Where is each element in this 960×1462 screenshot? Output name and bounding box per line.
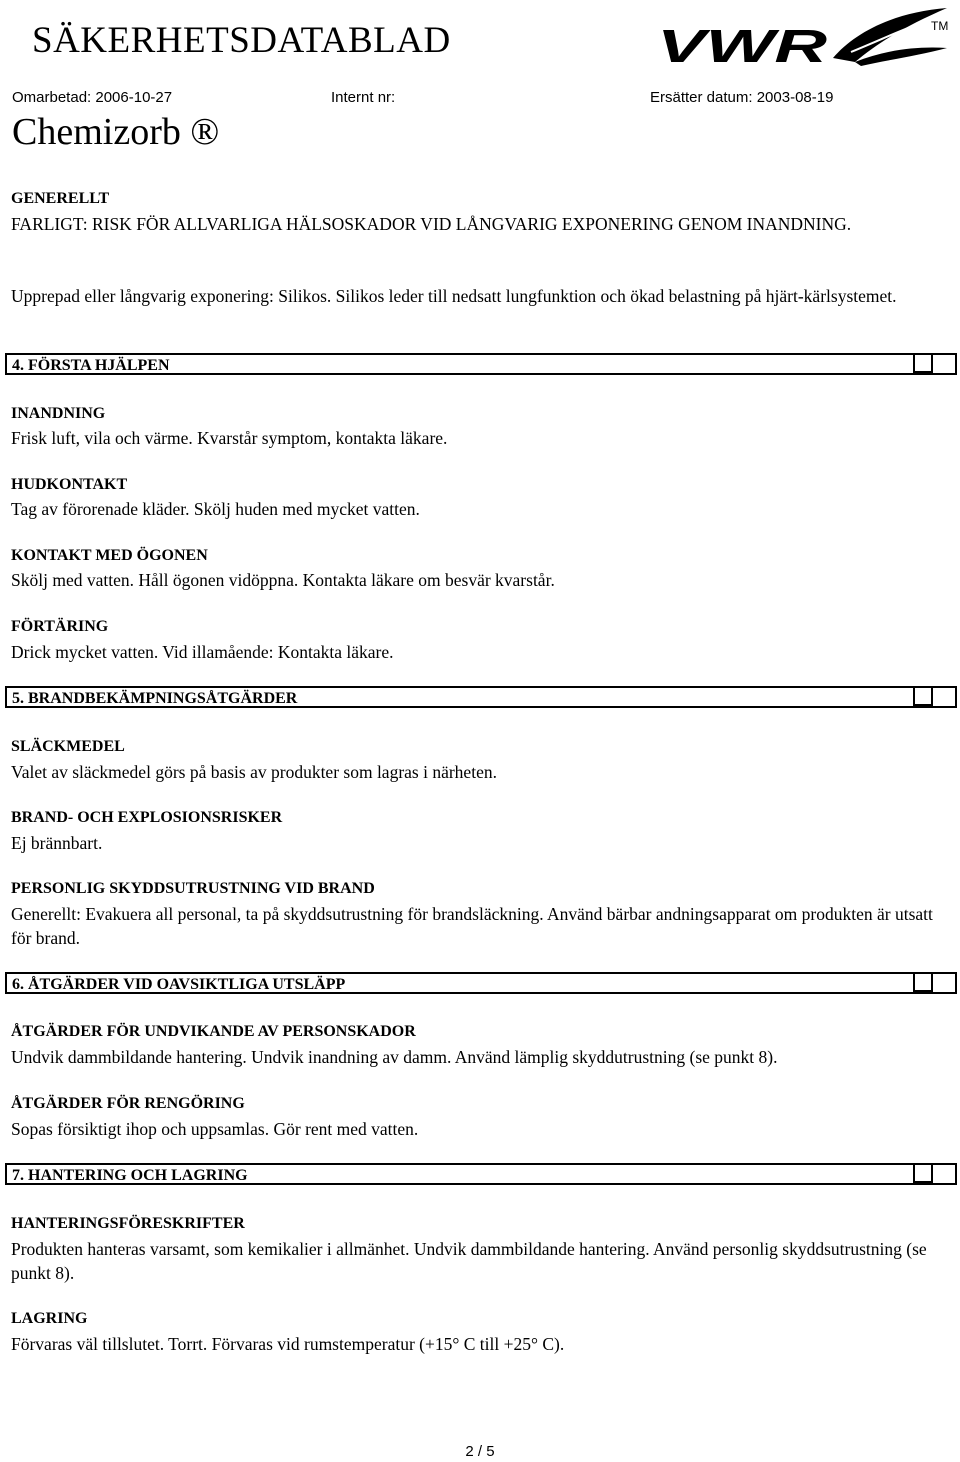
general-heading: GENERELLT	[11, 190, 110, 207]
section-4-item-text: Skölj med vatten. Håll ögonen vidöppna. Kontakta läkare om besvär kvarstår.	[11, 570, 555, 590]
section-5-item-text: Valet av släckmedel görs på basis av produkter som lagras i närheten.	[11, 762, 497, 782]
section-6-item-text: Undvik dammbildande hantering. Undvik inandning av damm. Använd lämplig skyddutrustning (se punkt 8).	[11, 1047, 778, 1067]
section-4-checkbox[interactable]	[913, 353, 933, 373]
section-5-item-heading: SLÄCKMEDEL	[11, 738, 125, 755]
internal-number: Internt nr:	[331, 89, 396, 106]
section-7-item-heading: HANTERINGSFÖRESKRIFTER	[11, 1215, 245, 1232]
vwr-logo-text: VWR	[657, 20, 827, 72]
section-5-item-heading: BRAND- OCH EXPLOSIONSRISKER	[11, 809, 283, 826]
section-4-item-text: Drick mycket vatten. Vid illamående: Kontakta läkare.	[11, 642, 394, 662]
section-4-item-text: Tag av förorenade kläder. Skölj huden med mycket vatten.	[11, 499, 420, 519]
vwr-logo	[655, 2, 953, 72]
section-4-header	[5, 353, 957, 375]
replaces-date: Ersätter datum: 2003-08-19	[650, 89, 834, 106]
general-text: Upprepad eller långvarig exponering: Silikos. Silikos leder till nedsatt lungfunktion och ökad belastning på hjärt-kärlsystemet.	[11, 286, 897, 306]
section-7-item-heading: LAGRING	[11, 1310, 88, 1327]
section-6-item-text: Sopas försiktigt ihop och uppsamlas. Gör rent med vatten.	[11, 1119, 419, 1139]
section-4-item-text: Frisk luft, vila och värme. Kvarstår symptom, kontakta läkare.	[11, 428, 448, 448]
section-7-item-text: Förvaras väl tillslutet. Torrt. Förvaras vid rumstemperatur (+15° C till +25° C).	[11, 1334, 565, 1354]
section-7-header	[5, 1163, 957, 1185]
section-7-item-text: Produkten hanteras varsamt, som kemikalier i allmänhet. Undvik dammbildande hantering. Använd personlig skyddsutrustning (se punkt 8).	[11, 1239, 927, 1283]
section-5-title: 5. BRANDBEKÄMPNINGSÅTGÄRDER	[12, 690, 298, 707]
section-6-checkbox[interactable]	[913, 972, 933, 992]
section-5-checkbox[interactable]	[913, 686, 933, 706]
section-5-item-text: Ej brännbart.	[11, 833, 103, 853]
section-7-checkbox[interactable]	[913, 1163, 933, 1183]
section-6-title: 6. ÅTGÄRDER VID OAVSIKTLIGA UTSLÄPP	[12, 976, 346, 993]
section-4-item-heading: HUDKONTAKT	[11, 476, 128, 493]
section-4-item-heading: INANDNING	[11, 405, 106, 422]
vwr-logo-tm: TM	[931, 19, 949, 33]
section-4-title: 4. FÖRSTA HJÄLPEN	[12, 357, 170, 374]
document-title: SÄKERHETSDATABLAD	[32, 20, 451, 61]
general-warning: FARLIGT: RISK FÖR ALLVARLIGA HÄLSOSKADOR VID LÅNGVARIG EXPONERING GENOM INANDNING.	[11, 214, 852, 234]
product-name: Chemizorb ®	[12, 111, 220, 153]
section-5-header	[5, 686, 957, 708]
section-7-title: 7. HANTERING OCH LAGRING	[12, 1167, 248, 1184]
revised-date: Omarbetad: 2006-10-27	[12, 89, 173, 106]
section-6-item-heading: ÅTGÄRDER FÖR RENGÖRING	[11, 1095, 245, 1112]
page-number: 2 / 5	[465, 1443, 495, 1460]
section-4-item-heading: KONTAKT MED ÖGONEN	[11, 547, 208, 564]
section-5-item-text: Generellt: Evakuera all personal, ta på skyddsutrustning för brandsläckning. Använd bärbar andningsapparat om produkten är utsatt för brand.	[11, 904, 933, 948]
section-5-item-heading: PERSONLIG SKYDDSUTRUSTNING VID BRAND	[11, 880, 375, 897]
section-6-item-heading: ÅTGÄRDER FÖR UNDVIKANDE AV PERSONSKADOR	[11, 1023, 416, 1040]
section-4-item-heading: FÖRTÄRING	[11, 618, 109, 635]
section-6-header	[5, 972, 957, 994]
